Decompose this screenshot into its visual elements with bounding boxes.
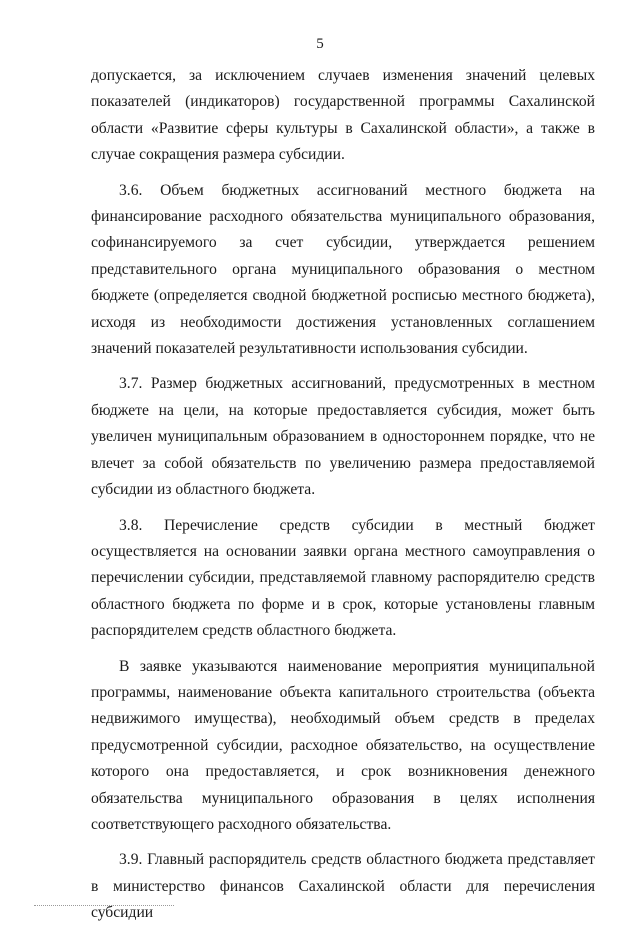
paragraph-3-6: 3.6. Объем бюджетных ассигнований местного бюджета на финансирование расходного обязательства муниципального образования, софинансируемого за счет субсидии, утверждается решением представительного органа муниципального образования о местном бюджете (определяется сводной бюджетной росписью местного бюджета), исходя из необходимости достижения установленных соглашением значений показателей результативности использования субсидии. xyxy=(91,181,595,358)
page-number: 5 xyxy=(316,36,324,52)
document-body xyxy=(91,63,595,936)
paragraph-3-7: 3.7. Размер бюджетных ассигнований, предусмотренных в местном бюджете на цели, на которые предоставляется субсидия, может быть увеличен муниципальным образованием в одностороннем порядке, что не влечет за собой обязательств по увеличению размера предоставляемой субсидии из областного бюджета. xyxy=(91,375,595,499)
paragraph-3-9: 3.9. Главный распорядитель средств областного бюджета представляет в министерство финансов Сахалинской области для перечисления субсидии xyxy=(91,851,595,922)
paragraph-3-8: 3.8. Перечисление средств субсидии в местный бюджет осуществляется на основании заявки органа местного самоуправления о перечислении субсидии, представляемой главному распорядителю средств областного бюджета по форме и в срок, которые установлены главным распорядителем средств областного бюджета. xyxy=(91,516,595,640)
paragraph-continuation: допускается, за исключением случаев изменения значений целевых показателей (индикаторов) государственной программы Сахалинской области «Развитие сферы культуры в Сахалинской области», а также в случае сокращения размера субсидии. xyxy=(91,67,595,164)
scan-artifact-line xyxy=(34,905,174,906)
paragraph-application-contents: В заявке указываются наименование мероприятия муниципальной программы, наименование объекта капитального строительства (объекта недвижимого имущества), необходимый объем средств в пределах предусмотренной субсидии, расходное обязательство, на осуществление которого она предоставляется, и срок возникновения денежного обязательства муниципального образования в целях исполнения соответствующего расходного обязательства. xyxy=(91,657,595,833)
